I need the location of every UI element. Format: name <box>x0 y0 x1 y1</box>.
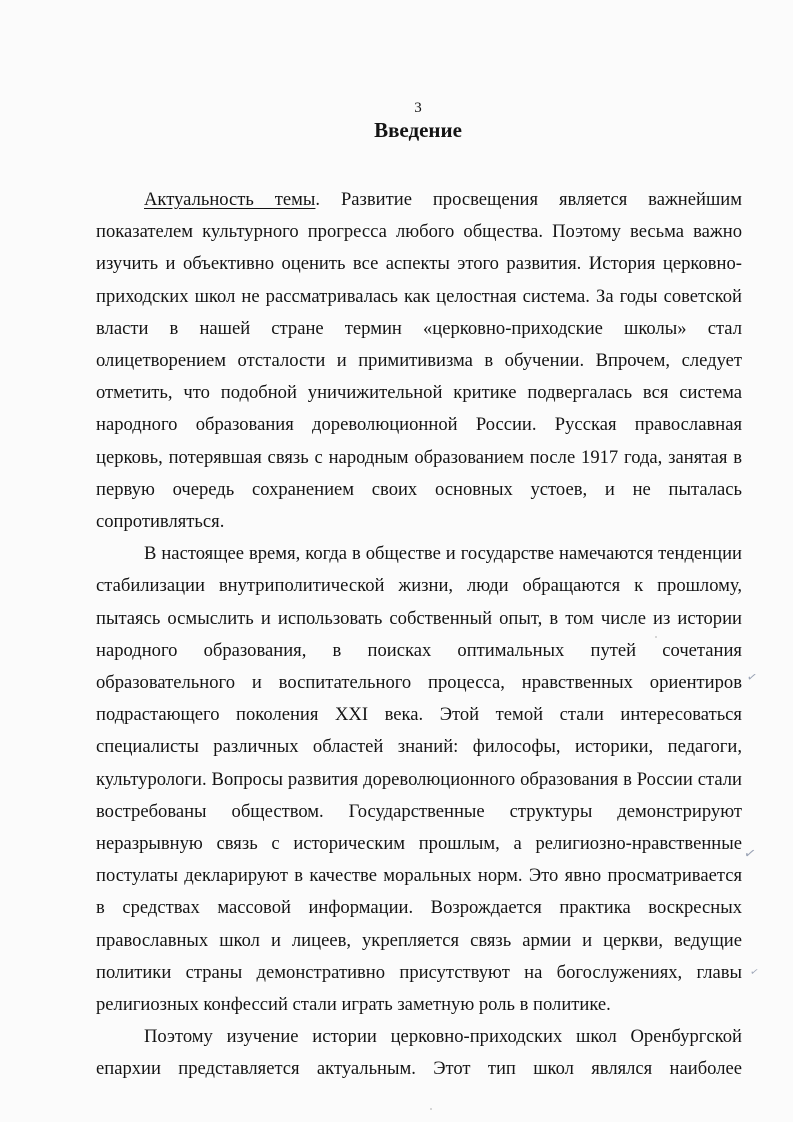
paragraph-relevance <box>96 184 742 538</box>
scan-speck <box>655 636 657 638</box>
page-title: Введение <box>374 118 462 142</box>
paragraph-present-time: В настоящее время, когда в обществе и государстве намечаются тенденции стабилизации внутриполитической жизни, люди обращаются к прошлому, пытаясь осмыслить и использовать собственный опыт, в том числе из истории народного образования, в поисках оптимальных путей сочетания образовательного и воспитательного процесса, нравственных ориентиров подрастающего поколения XXI века. Этой темой стали интересоваться специалисты различных областей знаний: философы, историки, педагоги, культурологи. Вопросы развития дореволюционного образования в России стали востребованы обществом. Государственные структуры демонстрируют неразрывную связь с историческим прошлым, а религиозно-нравственные постулаты декларируют в качестве моральных норм. Это явно просматривается в средствах массовой информации. Возрождается практика воскресных православных школ и лицеев, укрепляется связь армии и церкви, ведущие политики страны демонстративно присутствуют на богослужениях, главы религиозных конфессий стали играть заметную роль в политике. <box>96 543 742 1016</box>
section-lead-relevance: Актуальность темы <box>144 189 316 210</box>
scan-speck <box>430 1108 432 1110</box>
pencil-check-mark: ✓ <box>745 669 759 685</box>
pencil-check-mark: ✓ <box>742 844 758 864</box>
page-number: 3 <box>414 100 422 116</box>
body-text <box>96 184 742 1086</box>
paragraph-text: . Развитие просвещения является важнейшим показателем культурного прогресса любого общества. Поэтому весьма важно изучить и объективно оценить все аспекты этого развития. История церковно-приходских школ не рассматривалась как целостная система. За годы советской власти в нашей стране термин «церковно-приходские школы» стал олицетворением отсталости и примитивизма в обучении. Впрочем, следует отметить, что подобной уничижительной критике подвергалась вся система народного образования дореволюционной России. Русская православная церковь, потерявшая связь с народным образованием после 1917 года, занятая в первую очередь сохранением своих основных устоев, и не пыталась сопротивляться. <box>96 189 742 533</box>
paragraph-therefore: Поэтому изучение истории церковно-приходских школ Оренбургской епархии представляется актуальным. Этот тип школ являлся наиболее <box>96 1026 742 1080</box>
pencil-check-mark: ✓ <box>748 966 760 979</box>
